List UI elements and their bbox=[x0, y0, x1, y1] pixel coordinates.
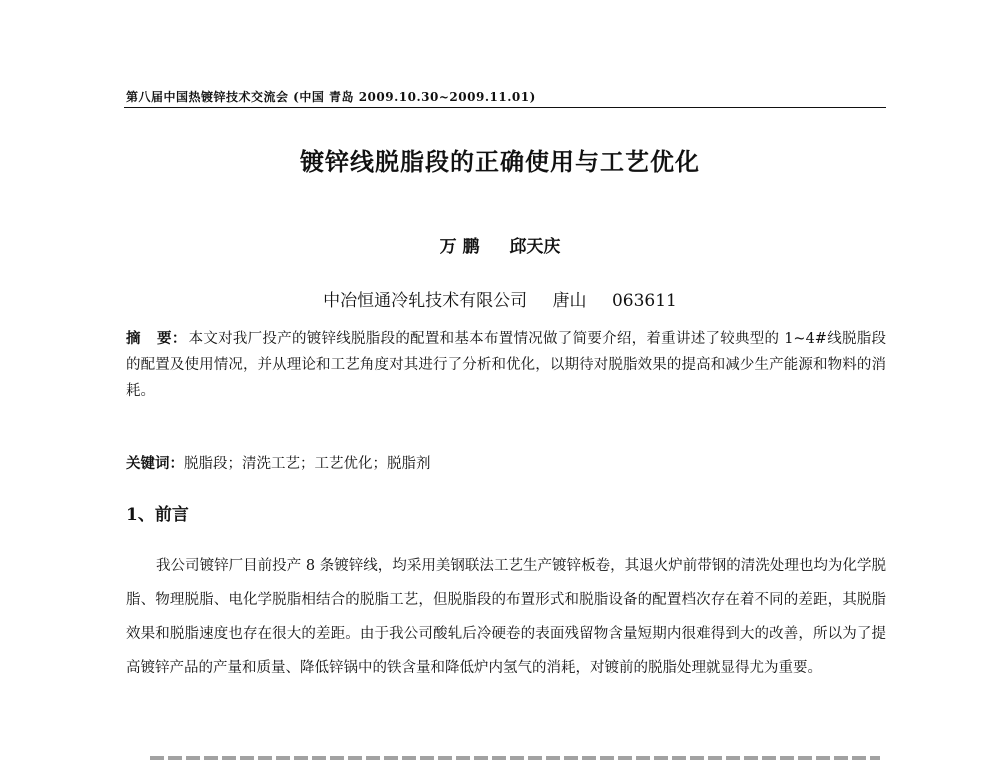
abstract-label-char: 要： bbox=[156, 330, 187, 347]
body-paragraph: 我公司镀锌厂目前投产 8 条镀锌线，均采用美钢联法工艺生产镀锌板卷，其退火炉前带钢的清洗处理也均为化学脱脂、物理脱脂、电化学脱脂相结合的脱脂工艺，但脱脂段的布置形式和脱脂设备的配置档次存在着不同的差距，其脱脂效果和脱脂速度也存在很大的差距。由于我公司酸轧后冷硬卷的表面残留物含量短期内很难得到大的改善，所以为了提高镀锌产品的产量和质量、降低锌锅中的铁含量和降低炉内氢气的消耗，对镀前的脱脂处理就显得尤为重要。 bbox=[126, 558, 886, 676]
truncated-text-line bbox=[150, 748, 880, 760]
section-heading: 1、前言 bbox=[126, 505, 189, 525]
affiliation-city: 唐山 bbox=[552, 291, 587, 311]
running-header: 第八届中国热镀锌技术交流会 (中国 青岛 2009.10.30~2009.11.01) bbox=[126, 90, 536, 104]
affiliation-postcode: 063611 bbox=[611, 291, 677, 311]
abstract-text: 本文对我厂投产的镀锌线脱脂段的配置和基本布置情况做了简要介绍，着重讲述了较典型的 1~4#线脱脂段的配置及使用情况，并从理论和工艺角度对其进行了分析和优化，以期待对脱脂效果的提高和减少生产能源和物料的消耗。 bbox=[126, 331, 887, 399]
paper-title: 镀锌线脱脂段的正确使用与工艺优化 bbox=[300, 147, 700, 176]
affiliation-company: 中冶恒通冷轧技术有限公司 bbox=[323, 291, 528, 311]
author-list bbox=[0, 232, 1000, 257]
keywords-label: 关键词： bbox=[126, 455, 184, 472]
keywords-text: 脱脂段；清洗工艺；工艺优化；脱脂剂 bbox=[184, 456, 431, 472]
abstract-label bbox=[126, 330, 187, 347]
author-name: 万 鹏 bbox=[439, 237, 480, 257]
abstract-label-char: 摘 bbox=[126, 330, 141, 347]
keywords bbox=[126, 452, 886, 473]
header-rule bbox=[124, 107, 886, 108]
affiliation bbox=[0, 286, 1000, 311]
abstract bbox=[126, 326, 886, 404]
author-name: 邱天庆 bbox=[509, 237, 561, 257]
